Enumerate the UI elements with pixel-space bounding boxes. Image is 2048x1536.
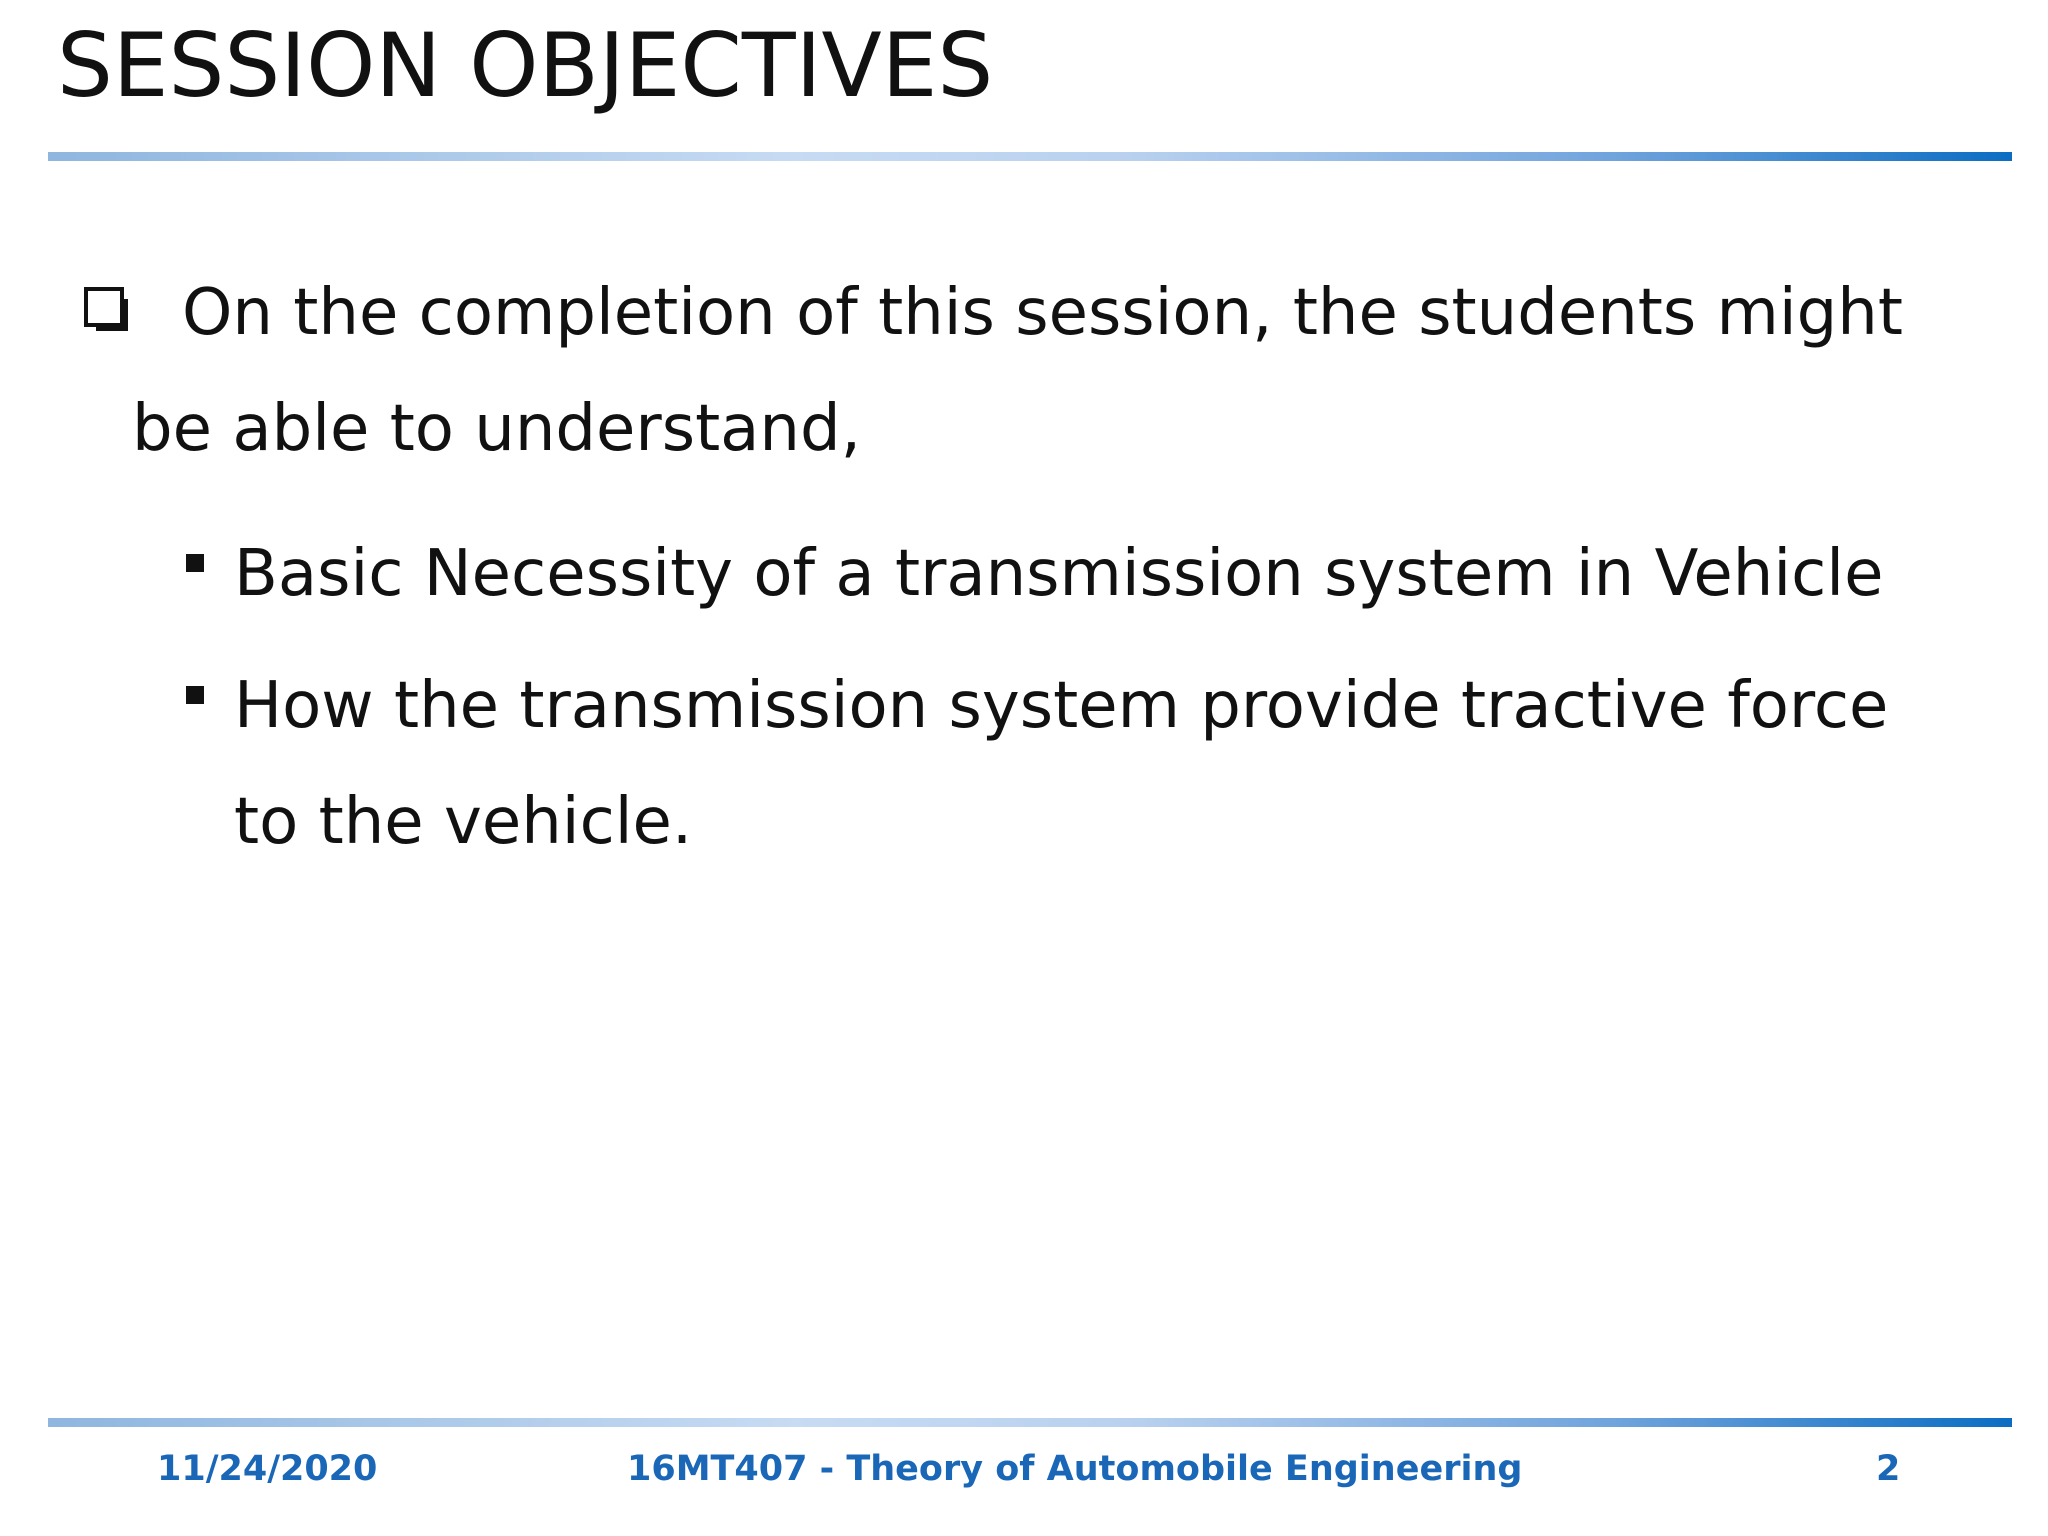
main-point-line-1: On the completion of this session, the students might — [182, 276, 1903, 350]
footer-divider — [48, 1418, 2012, 1427]
page-number: 2 — [1876, 1449, 1901, 1489]
filled-square-icon — [186, 686, 204, 704]
sub-point-text: Basic Necessity of a transmission system in Vehicle — [234, 537, 1884, 611]
title-divider — [48, 152, 2012, 161]
main-point-line-2: be able to understand, — [132, 392, 861, 466]
footer-date: 11/24/2020 — [157, 1449, 378, 1489]
filled-square-icon — [186, 554, 204, 572]
slide-title: SESSION OBJECTIVES — [57, 14, 994, 117]
hollow-box-icon — [84, 287, 128, 331]
footer-course-title: 16MT407 - Theory of Automobile Engineering — [627, 1449, 1523, 1489]
sub-point-text: How the transmission system provide tractive force to the vehicle. — [234, 669, 1889, 859]
